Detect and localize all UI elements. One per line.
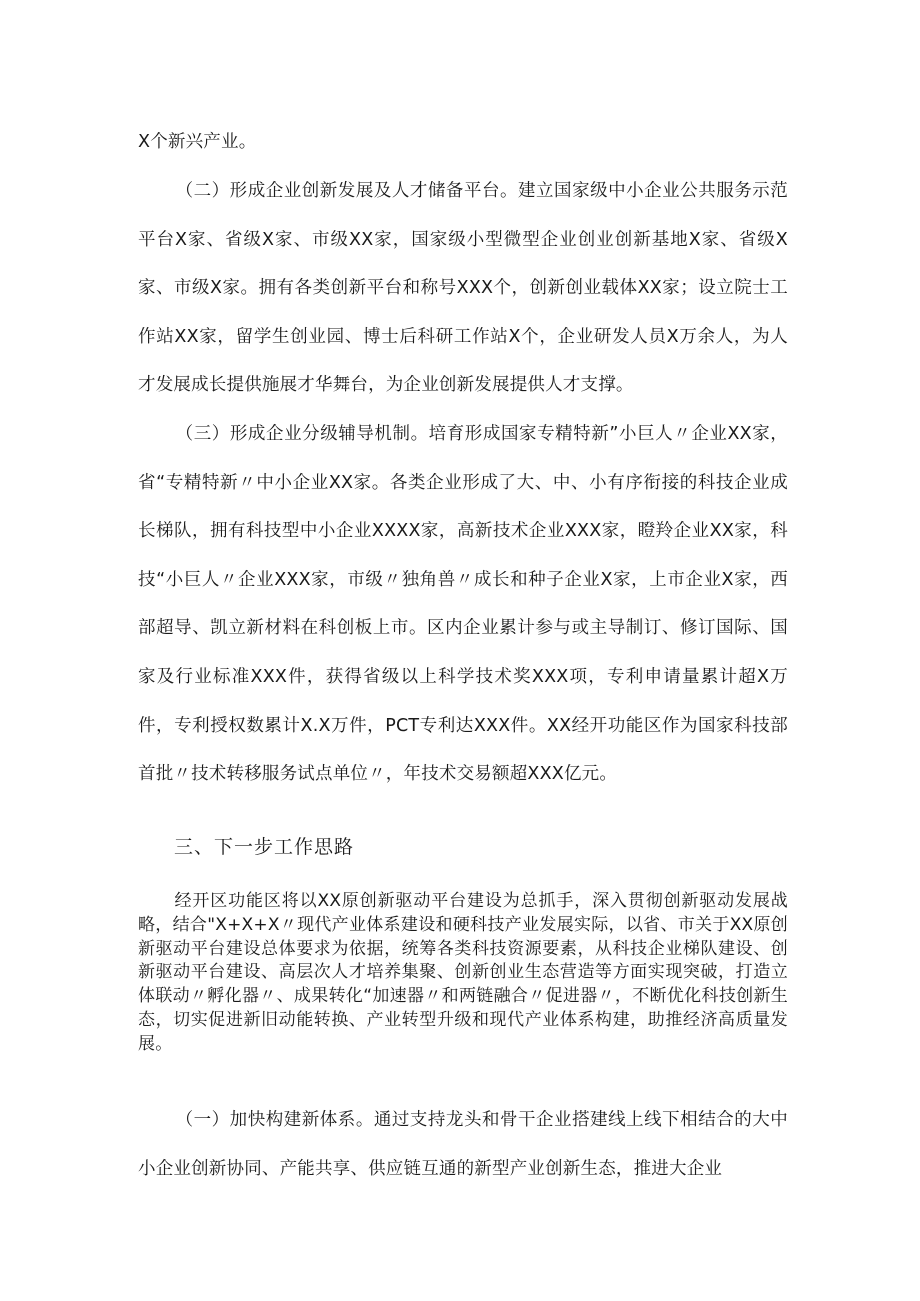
paragraph-emerging-industries: X个新兴产业。 <box>138 132 257 152</box>
paragraph-development-strategy: 经开区功能区将以XX原创新驱动平台建设为总抓手，深入贯彻创新驱动发展战略，结合"X+X+X〃现代产业体系建设和硬科技产业发展实际，以省、市关于XX原创新驱动平台建设总体要求为依据，统筹各类科技资源要素，从科技企业梯队建设、创新驱动平台建设、高层次人才培养集聚、创新创业生态营造等方面实现突破，打造立体联动〃孵化器〃、成果转化“加速器〃和两链融合〃促进器〃，不断优化科技创新生态，切实促进新旧动能转换、产业转型升级和现代产业体系构建，助推经济高质量发展。 <box>138 891 788 1054</box>
paragraph-guidance-mechanism: （三）形成企业分级辅导机制。培育形成国家专精特新”小巨人〃企业XX家，省“专精特新〃中小企业XX家。各类企业形成了大、中、小有序衔接的科技企业成长梯队，拥有科技型中小企业XXXX家，高新技术企业XXX家，瞪羚企业XX家，科技“小巨人〃企业XXX家，市级〃独角兽〃成长和种子企业X家，上市企业X家，西部超导、凯立新材料在科创板上市。区内企业累计参与或主导制订、修订国际、国家及行业标准XXX件，获得省级以上科学技术奖XXX项，专利申请量累计超X万件，专利授权数累计X.X万件，PCT专利达XXX件。XX经开功能区作为国家科技部首批〃技术转移服务试点单位〃，年技术交易额超XXX亿元。 <box>138 424 788 785</box>
paragraph-innovation-platform: （二）形成企业创新发展及人才储备平台。建立国家级中小企业公共服务示范平台X家、省级X家、市级XX家，国家级小型微型企业创业创新基地X家、省级X家、市级X家。拥有各类创新平台和称号XXX个，创新创业载体XX家；设立院士工作站XX家，留学生创业园、博士后科研工作站X个，企业研发人员X万余人，为人才发展成长提供施展才华舞台，为企业创新发展提供人才支撑。 <box>138 181 788 396</box>
paragraph-new-system: （一）加快构建新体系。通过支持龙头和骨干企业搭建线上线下相结合的大中小企业创新协同、产能共享、供应链互通的新型产业创新生态，推进大企业 <box>138 1110 788 1179</box>
section-heading-next-steps: 三、下一步工作思路 <box>174 836 355 858</box>
